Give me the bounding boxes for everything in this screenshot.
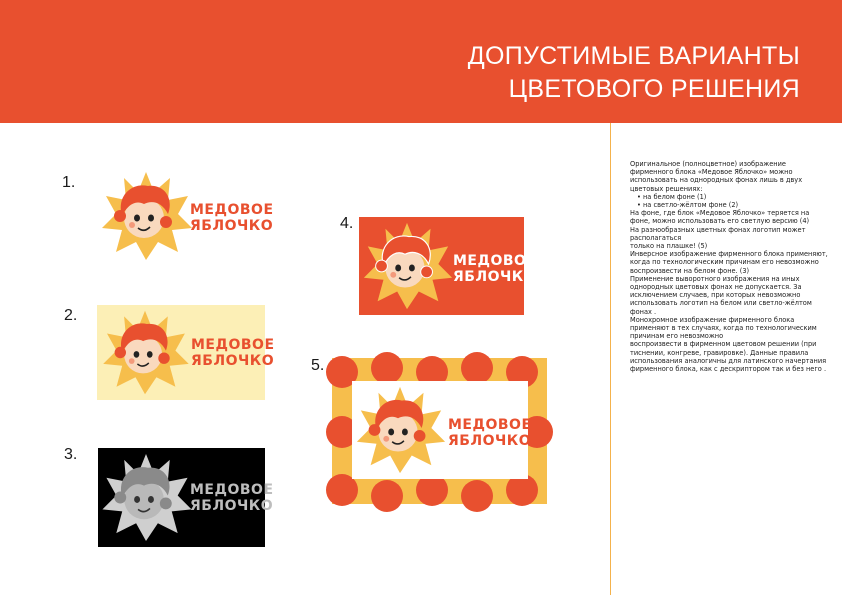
brand-wordmark bbox=[448, 417, 532, 449]
logo-variant-2 bbox=[97, 305, 275, 400]
desc-paragraph: только на плашке! (5) bbox=[630, 242, 708, 251]
brand-wordmark-line1: МЕДОВОЕ bbox=[448, 417, 532, 433]
desc-paragraph: На разнообразных цветных фонах логотип может располагаться bbox=[630, 225, 806, 242]
usage-description bbox=[630, 160, 830, 373]
variant-1-number: 1. bbox=[62, 174, 76, 191]
brand-wordmark-line2: ЯБЛОЧКО bbox=[448, 433, 532, 449]
logo-variant-4 bbox=[359, 217, 537, 315]
sun-face-logo-icon bbox=[359, 217, 455, 315]
white-plate bbox=[352, 381, 532, 479]
sun-face-logo-icon bbox=[98, 448, 194, 547]
desc-bullet: • на светло-жёлтом фоне (2) bbox=[637, 201, 830, 209]
variant-4-number: 4. bbox=[340, 215, 354, 232]
desc-bullet: • на белом фоне (1) bbox=[637, 193, 830, 201]
brand-wordmark-line2: ЯБЛОЧКО bbox=[453, 269, 537, 285]
brand-wordmark-line1: МЕДОВОЕ bbox=[191, 337, 275, 353]
brand-wordmark bbox=[190, 202, 274, 234]
page-title-line1: ДОПУСТИМЫЕ ВАРИАНТЫ bbox=[467, 42, 800, 70]
desc-paragraph: воспроизвести в фирменном цветовом решении (при тиснении, конгреве, гравировке). Данные правила использования аналогичны для латинского начертания фирменного блока, как с дескриптором так и без него . bbox=[630, 340, 827, 374]
brand-wordmark-line2: ЯБЛОЧКО bbox=[191, 353, 275, 369]
brand-wordmark-line2: ЯБЛОЧКО bbox=[190, 218, 274, 234]
sun-face-logo-icon bbox=[97, 305, 193, 400]
sun-face-logo-icon bbox=[352, 381, 448, 479]
logo-variant-5 bbox=[332, 358, 547, 504]
brand-wordmark bbox=[190, 482, 274, 514]
desc-paragraph: Применение выворотного изображения на иных однородных цветовых фонах не допускается. За исключением случаев, при которых невозможно использовать логотип на белом или светло-жёлтом фонах . bbox=[630, 274, 812, 316]
desc-paragraph: Монохромное изображение фирменного блока применяют в тех случаях, когда по технологическим причинам его невозможно bbox=[630, 315, 817, 341]
variant-2-number: 2. bbox=[64, 307, 78, 324]
page-title-line2: ЦВЕТОВОГО РЕШЕНИЯ bbox=[508, 75, 800, 103]
brand-wordmark-line2: ЯБЛОЧКО bbox=[190, 498, 274, 514]
desc-paragraph: Инверсное изображение фирменного блока применяют, когда по технологическим причинам его невозможно воспроизвести на белом фоне. (3) bbox=[630, 250, 828, 275]
sun-face-logo-icon bbox=[98, 166, 194, 266]
desc-paragraph: Оригинальное (полноцветное) изображение фирменного блока «Медовое Яблочко» можно использовать на однородных фонах лишь в двух цветовых решениях: bbox=[630, 160, 803, 193]
logo-variant-1 bbox=[98, 166, 274, 266]
divider-line bbox=[610, 123, 611, 595]
desc-paragraph: На фоне, где блок «Медовое Яблочко» теряется на фоне, можно использовать его светлую версию (4) bbox=[630, 209, 810, 226]
brand-wordmark bbox=[453, 253, 537, 285]
brand-wordmark-line1: МЕДОВОЕ bbox=[453, 253, 537, 269]
brand-wordmark-line1: МЕДОВОЕ bbox=[190, 482, 274, 498]
brand-wordmark-line1: МЕДОВОЕ bbox=[190, 202, 274, 218]
brand-wordmark bbox=[191, 337, 275, 369]
page-title bbox=[280, 40, 800, 106]
desc-bullet-list bbox=[630, 193, 830, 209]
logo-variant-3 bbox=[98, 448, 274, 547]
variant-3-number: 3. bbox=[64, 446, 78, 463]
variant-5-number: 5. bbox=[311, 357, 325, 374]
